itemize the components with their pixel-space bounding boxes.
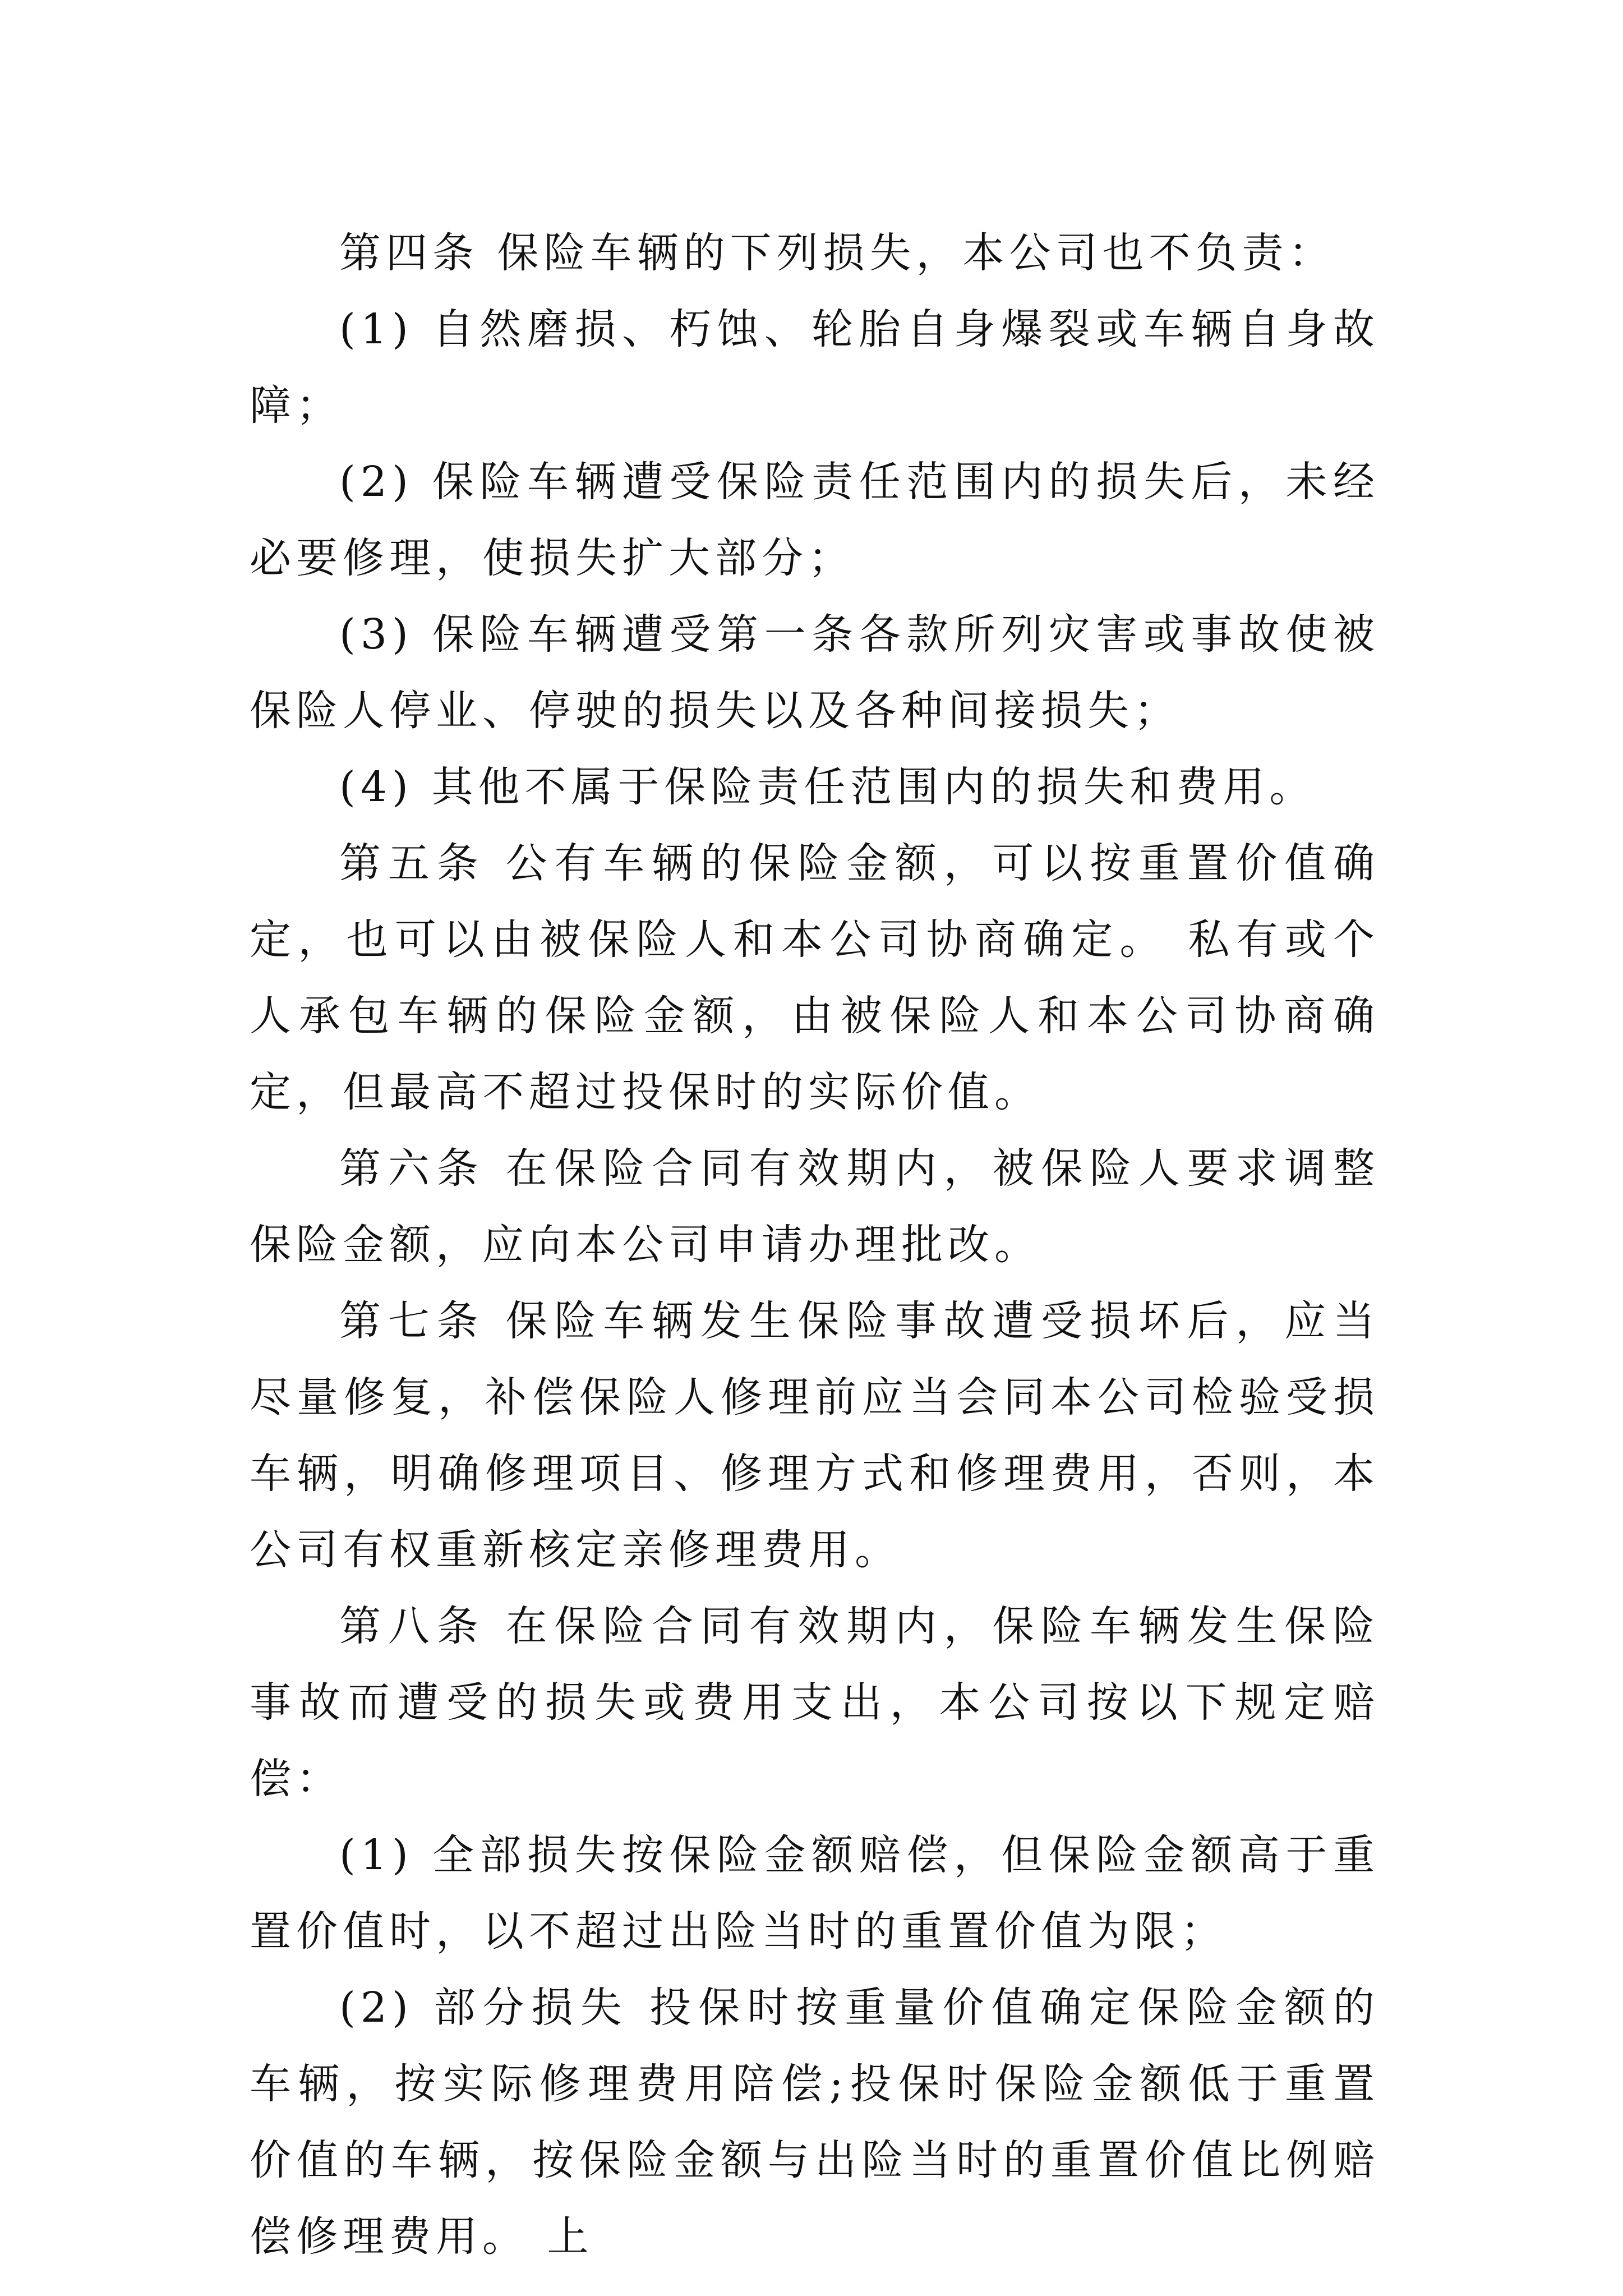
paragraph-article-7: 第七条 保险车辆发生保险事故遭受损坏后，应当尽量修复，补偿保险人修理前应当会同本公司检验受损车辆，明确修理项目、修理方式和修理费用，否则，本公司有权重新核定亲修理费用。 (250, 1297, 1380, 1574)
paragraph-article-4-item-2: (2) 保险车辆遭受保险责任范围内的损失后，未经必要修理，使损失扩大部分； (250, 458, 1380, 582)
paragraph-article-4-item-3: (3) 保险车辆遭受第一条各款所列灾害或事故使被保险人停业、停驶的损失以及各种间接损失； (250, 610, 1380, 735)
paragraph-article-5: 第五条 公有车辆的保险金额，可以按重置价值确定，也可以由被保险人和本公司协商确定。 私有或个人承包车辆的保险金额，由被保险人和本公司协商确定，但最高不超过投保时的实际价值。 (250, 839, 1380, 1116)
paragraph-article-4-item-1: (1) 自然磨损、朽蚀、轮胎自身爆裂或车辆自身故障； (250, 305, 1380, 430)
paragraph-article-6: 第六条 在保险合同有效期内，被保险人要求调整保险金额，应向本公司申请办理批改。 (250, 1144, 1380, 1269)
paragraph-article-4-item-4: (4) 其他不属于保险责任范围内的损失和费用。 (339, 763, 1316, 811)
paragraph-article-8: 第八条 在保险合同有效期内，保险车辆发生保险事故而遭受的损失或费用支出，本公司按以下规定赔偿： (250, 1602, 1380, 1803)
document-body (250, 215, 1380, 2275)
paragraph-article-4: 第四条 保险车辆的下列损失，本公司也不负责： (339, 229, 1335, 277)
paragraph-article-8-item-2: (2) 部分损失 投保时按重量价值确定保险金额的车辆，按实际修理费用陪偿;投保时保险金额低于重置价值的车辆，按保险金额与出险当时的重置价值比例赔偿修理费用。 上 (250, 1984, 1380, 2261)
paragraph-article-8-item-1: (1) 全部损失按保险金额赔偿，但保险金额高于重置价值时，以不超过出险当时的重置价值为限； (250, 1831, 1380, 1955)
